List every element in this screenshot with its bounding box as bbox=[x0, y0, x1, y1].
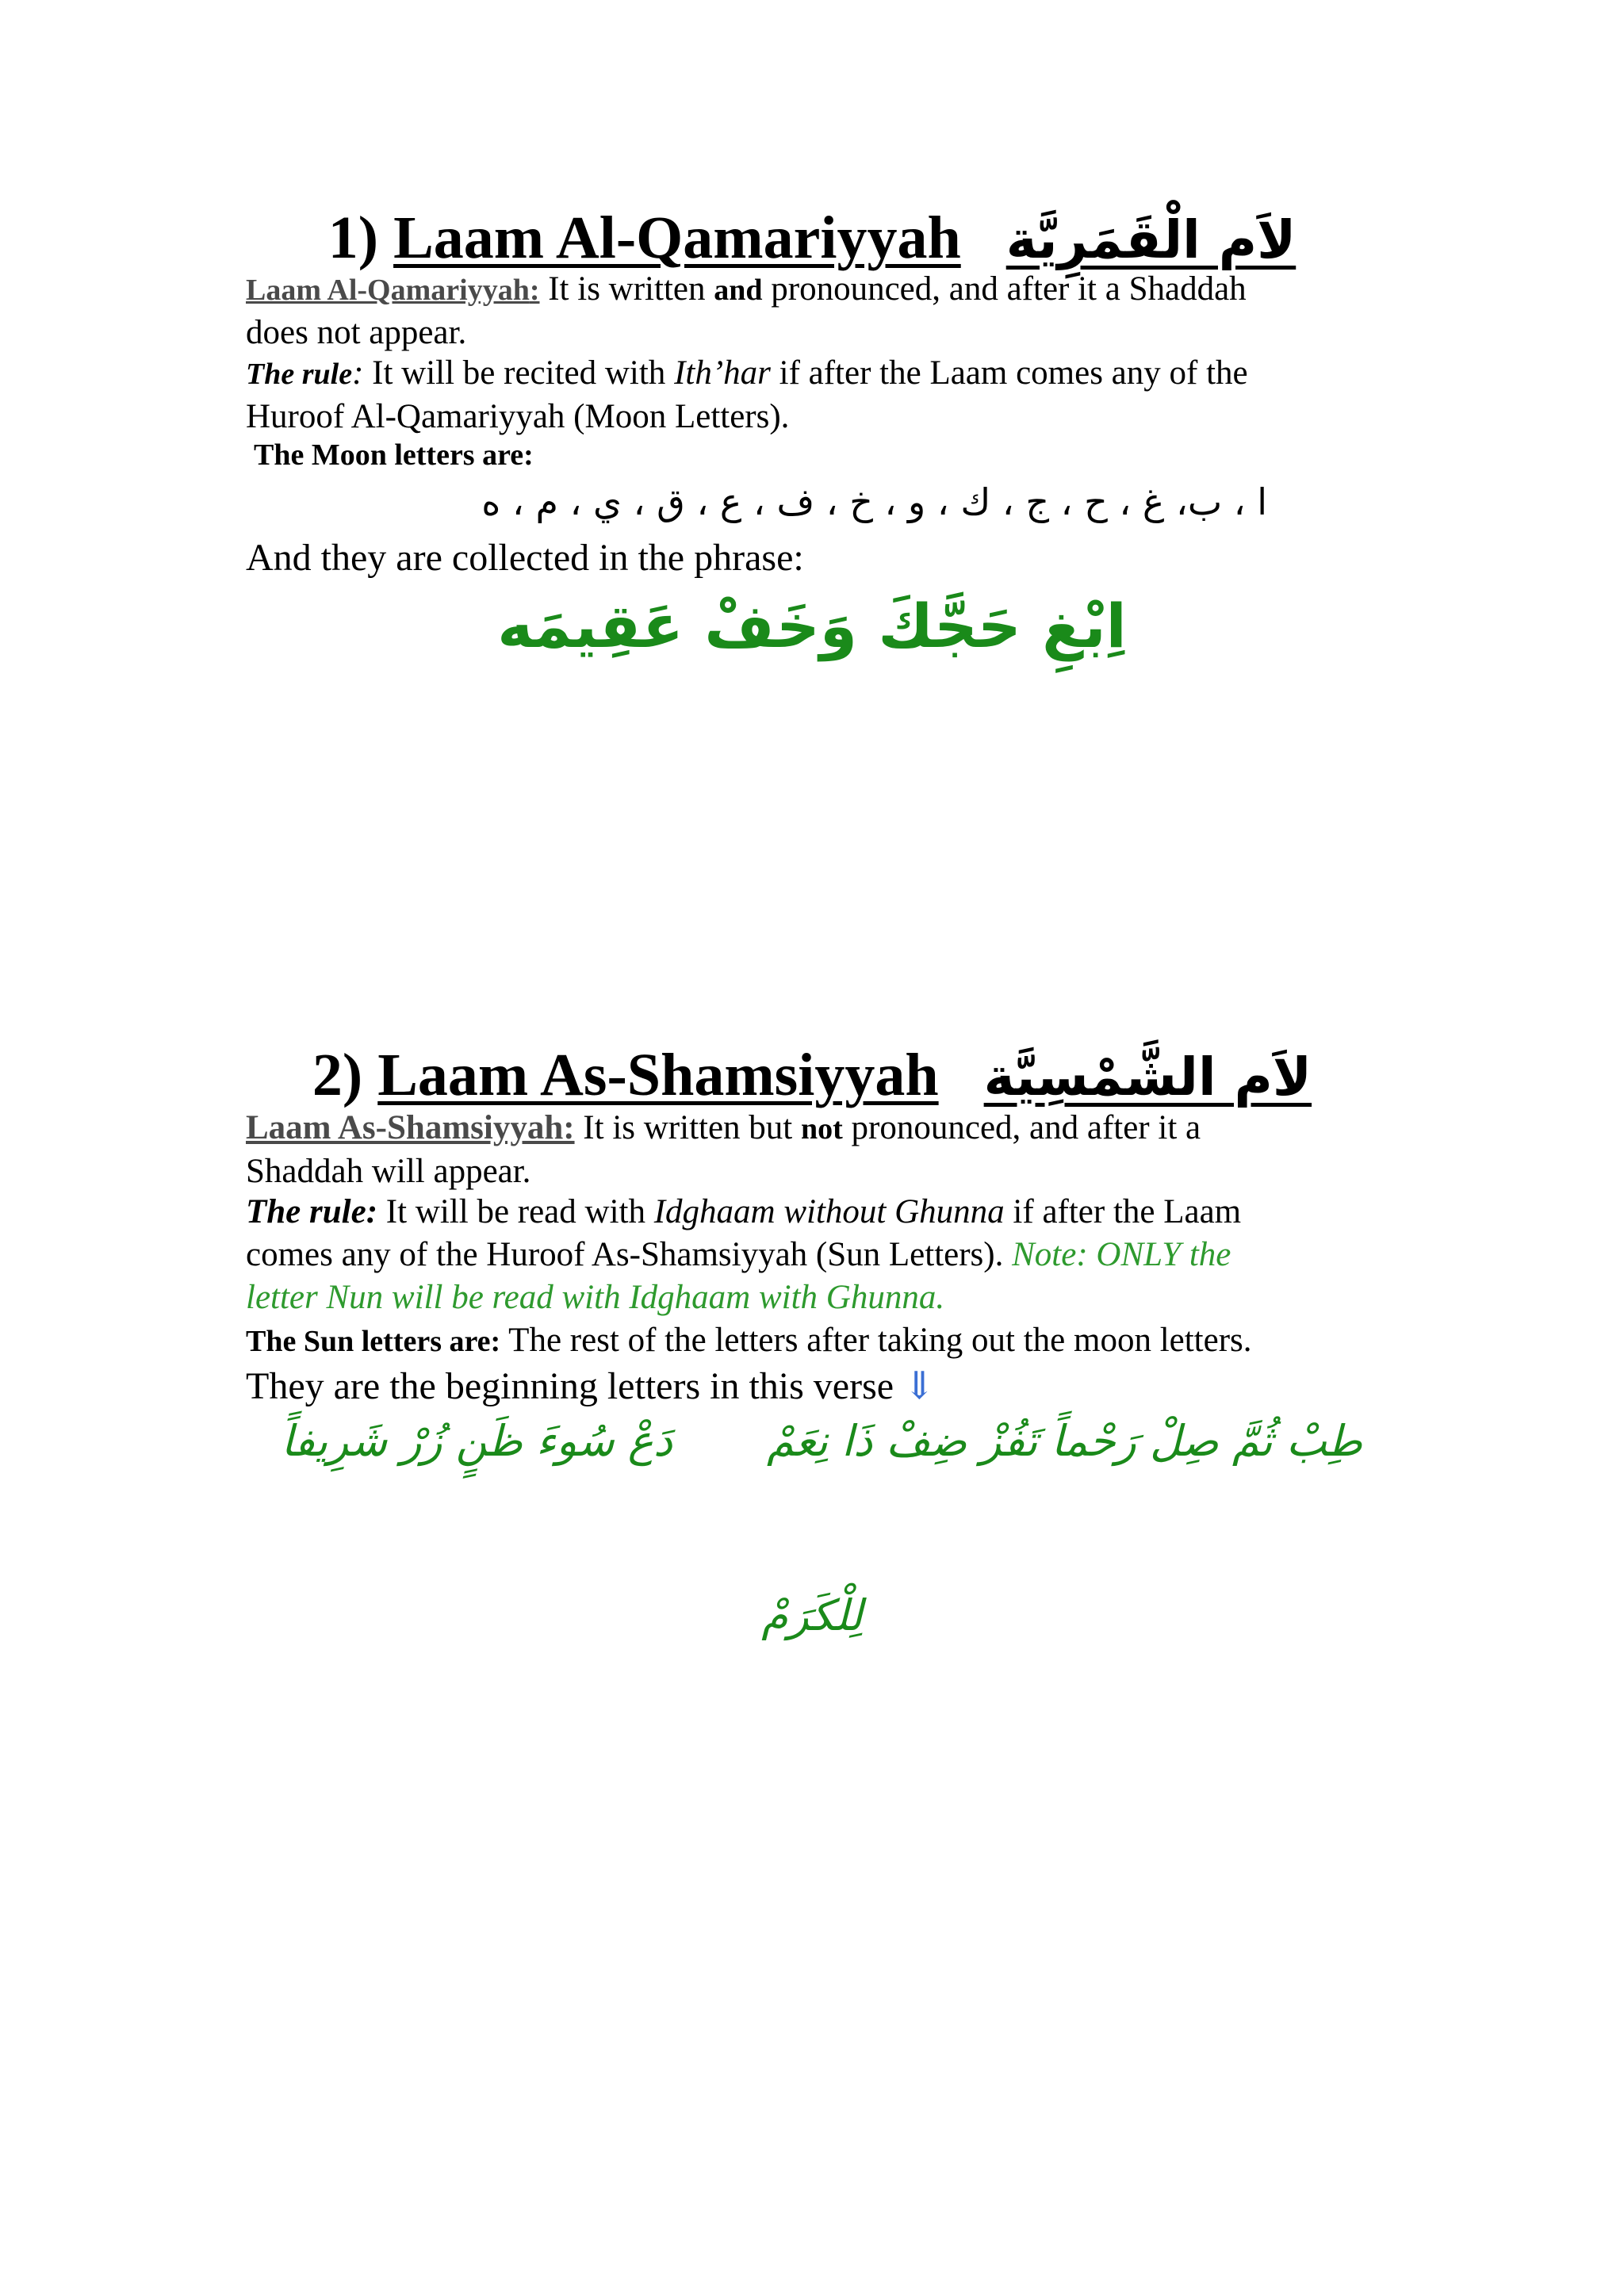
section1-rule-part2: if after the Laam comes any of the bbox=[770, 354, 1248, 392]
section1-rule-colon: : bbox=[352, 354, 364, 392]
section1-def-bold: and bbox=[714, 274, 763, 307]
section1-def-part2: pronounced, and after it a Shaddah bbox=[762, 270, 1247, 308]
section2-title-en: Laam As-Shamsiyyah bbox=[377, 1042, 939, 1108]
section1-label: Laam Al-Qamariyyah bbox=[246, 274, 530, 307]
verse-end-word: لِلْكَرَمْ bbox=[761, 1590, 863, 1640]
section1-label-colon: : bbox=[529, 274, 540, 307]
section2-heading bbox=[0, 1042, 1624, 1108]
section2-label: Laam As-Shamsiyyah: bbox=[246, 1109, 575, 1146]
section2-def-part2: pronounced, and after it a bbox=[842, 1109, 1201, 1146]
section1-rule-line2: Huroof Al-Qamariyyah (Moon Letters). bbox=[246, 398, 790, 435]
section1-phrase-intro: And they are collected in the phrase: bbox=[246, 537, 804, 579]
section1-rule-part1: It will be recited with bbox=[363, 354, 675, 392]
section2-definition bbox=[246, 1107, 1388, 1193]
section2-verse-intro-text: They are the beginning letters in this verse bbox=[246, 1365, 904, 1407]
section2-note-line1: Note: ONLY the bbox=[1012, 1236, 1231, 1273]
section2-rule-italic: Idghaam without Ghunna bbox=[653, 1193, 1005, 1230]
section1-title-ar: لاَم الْقَمَرِيَّة bbox=[1005, 209, 1297, 270]
section2-def-part1: It is written but bbox=[574, 1109, 801, 1146]
down-arrow-icon: ⇓ bbox=[903, 1365, 936, 1407]
section2-note-line2: letter Nun will be read with Idghaam with Ghunna. bbox=[246, 1279, 945, 1316]
section2-sun-letters bbox=[246, 1321, 1419, 1360]
section2-def-bold: not bbox=[801, 1112, 843, 1146]
section1-letters-label: The Moon letters are: bbox=[254, 438, 534, 472]
section2-letters-label: The Sun letters are: bbox=[246, 1325, 501, 1358]
section1-definition bbox=[246, 268, 1388, 354]
moon-letters-phrase: اِبْغِ حَجَّكَ وَخَفْ عَقِيمَه bbox=[497, 591, 1127, 661]
verse-left-half: دَعْ سُوءَ ظَنٍ زُرْ شَرِيفاً bbox=[281, 1416, 672, 1466]
section2-rule bbox=[246, 1191, 1419, 1319]
section2-rule-label: The rule: bbox=[246, 1193, 378, 1230]
section2-rule-line2: comes any of the Huroof As-Shamsiyyah (Sun Letters). bbox=[246, 1236, 1013, 1273]
section1-rule-label: The rule bbox=[246, 358, 353, 391]
section2-title-ar: لاَم الشَّمْسِيَّة bbox=[983, 1047, 1312, 1108]
moon-letters-list: ا ، ب، غ ، ح ، ج ، ك ، و ، خ ، ف ، ع ، ق ، ي ، م ، ه bbox=[481, 480, 1267, 523]
section2-verse-intro bbox=[246, 1364, 1419, 1408]
section1-def-part1: It is written bbox=[539, 270, 714, 308]
section1-number: 1) bbox=[327, 205, 379, 271]
section1-heading bbox=[0, 205, 1624, 271]
section1-rule bbox=[246, 352, 1388, 438]
section2-def-line2: Shaddah will appear. bbox=[246, 1153, 531, 1190]
section2-number: 2) bbox=[312, 1042, 363, 1108]
section2-letters-text: The rest of the letters after taking out the moon letters. bbox=[500, 1322, 1252, 1359]
section2-rule-part1: It will be read with bbox=[377, 1193, 654, 1230]
section1-def-line2: does not appear. bbox=[246, 314, 467, 351]
section1-rule-italic: Ith’har bbox=[674, 354, 771, 392]
section2-rule-part2: if after the Laam bbox=[1004, 1193, 1242, 1230]
verse-right-half: طِبْ ثُمَّ صِلْ رَحْماً تَفُزْ ضِفْ ذَا نِعَمْ bbox=[767, 1416, 1362, 1466]
section1-title-en: Laam Al-Qamariyyah bbox=[393, 205, 961, 271]
